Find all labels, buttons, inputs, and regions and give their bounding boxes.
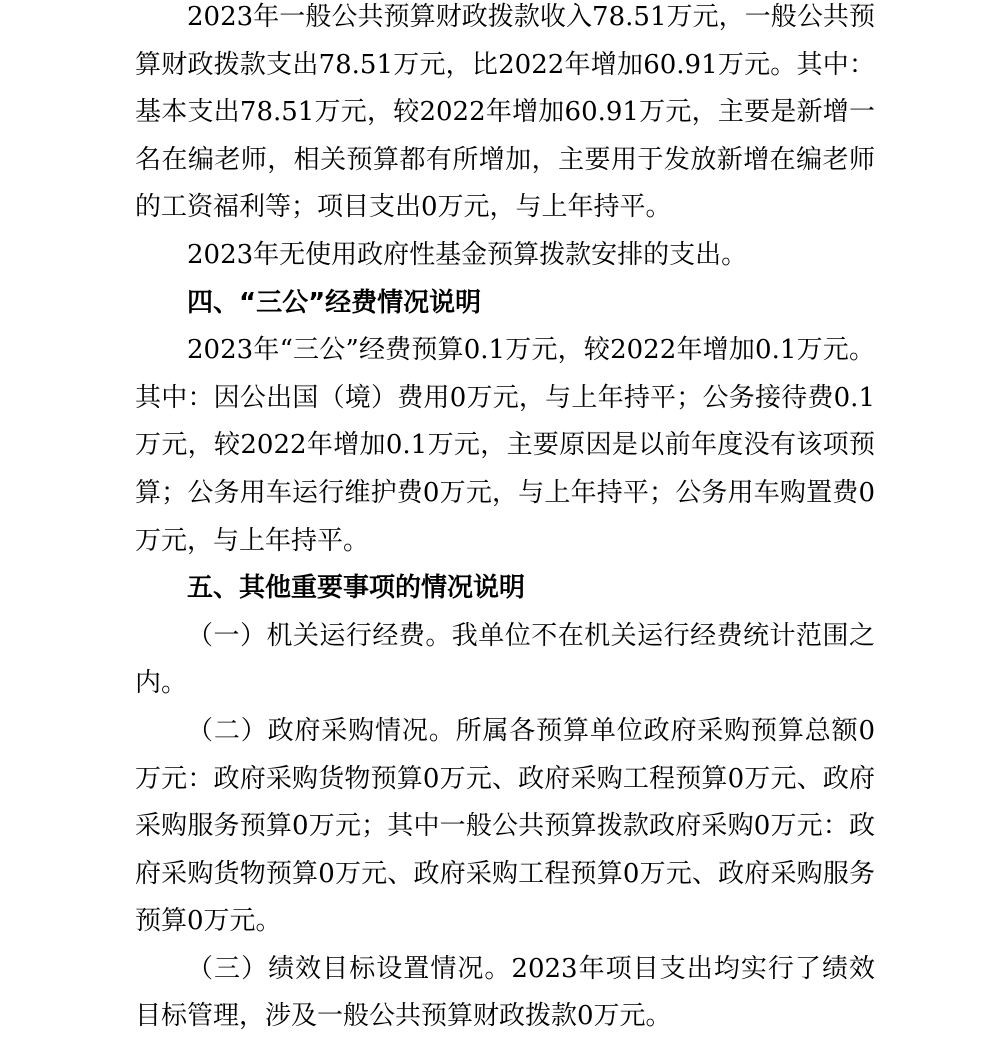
paragraph-government-fund: 2023年无使用政府性基金预算拨款安排的支出。 — [187, 239, 748, 270]
paragraph-operating-funds: （一）机关运行经费。我单位不在机关运行经费统计范围之内。 — [135, 620, 875, 699]
paragraph-general-budget: 2023年一般公共预算财政拨款收入78.51万元，一般公共预算财政拨款支出78.51万元，比2022年增加60.91万元。其中：基本支出78.51万元，较2022年增加60.91万元，主要是新增一名在编老师，相关预算都有所增加，主要用于发放新增在编老师的工资福利等；项目支出0万元，与上年持平。 — [135, 2, 875, 223]
section-heading-other-matters: 五、其他重要事项的情况说明 — [187, 573, 526, 604]
paragraph-three-public-funds: 2023年“三公”经费预算0.1万元，较2022年增加0.1万元。其中：因公出国（境）费用0万元，与上年持平；公务接待费0.1万元，较2022年增加0.1万元，主要原因是以前年度没有该项预算；公务用车运行维护费0万元，与上年持平；公务用车购置费0万元，与上年持平。 — [135, 335, 875, 556]
section-heading-three-public: 四、“三公”经费情况说明 — [187, 287, 482, 318]
document-page — [135, 0, 875, 1041]
paragraph-government-procurement: （二）政府采购情况。所属各预算单位政府采购预算总额0万元：政府采购货物预算0万元、政府采购工程预算0万元、政府采购服务预算0万元；其中一般公共预算拨款政府采购0万元：政府采购货物预算0万元、政府采购工程预算0万元、政府采购服务预算0万元。 — [135, 715, 875, 937]
paragraph-performance-targets: （三）绩效目标设置情况。2023年项目支出均实行了绩效目标管理，涉及一般公共预算财政拨款0万元。 — [135, 953, 875, 1032]
